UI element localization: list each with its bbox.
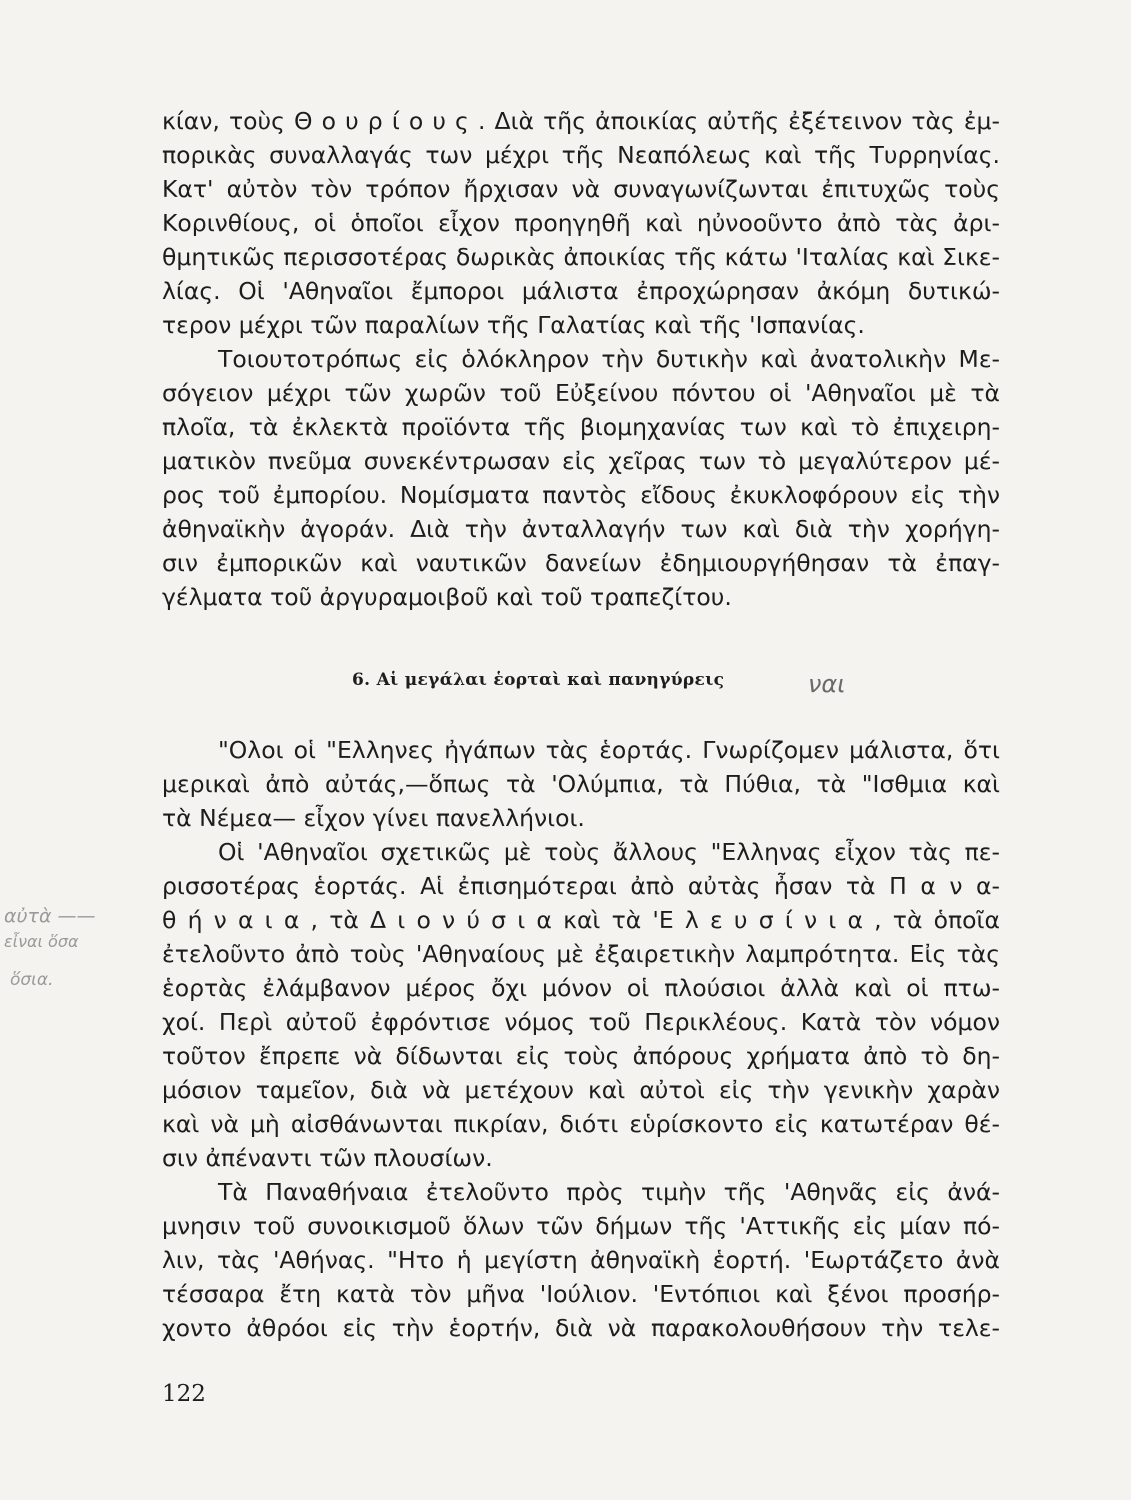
text-line: ἀθηναϊκὴν ἀγοράν. Διὰ τὴν ἀνταλλαγήν των καὶ διὰ τὴν χορήγη- [162, 515, 1000, 543]
text-line: λίας. Οἱ 'Αθηναῖοι ἔμποροι μάλιστα ἐπροχώρησαν ἀκόμη δυτικώ- [162, 277, 1000, 305]
text-line: Οἱ 'Αθηναῖοι σχετικῶς μὲ τοὺς ἄλλους "Ελληνας εἶχον τὰς πε- [218, 838, 1000, 866]
text-line: ἐτελοῦντο ἀπὸ τοὺς 'Αθηναίους μὲ ἐξαιρετικὴν λαμπρότητα. Εἰς τὰς [162, 940, 1000, 968]
text-line: τοῦτον ἔπρεπε νὰ δίδωνται εἰς τοὺς ἀπόρους χρήματα ἀπὸ τὸ δη- [162, 1042, 1000, 1070]
paragraph-bottom [162, 733, 1000, 1345]
text-line: ματικὸν πνεῦμα συνεκέντρωσαν εἰς χεῖρας των τὸ μεγαλύτερον μέ- [162, 447, 1000, 475]
text-line: τέσσαρα ἔτη κατὰ τὸν μῆνα 'Ιούλιον. 'Εντόπιοι καὶ ξένοι προσήρ- [162, 1280, 1000, 1308]
text-line: μόσιον ταμεῖον, διὰ νὰ μετέχουν καὶ αὐτοὶ εἰς τὴν γενικὴν χαρὰν [162, 1076, 1000, 1104]
text-line: σιν ἀπέναντι τῶν πλουσίων. [162, 1144, 493, 1172]
text-line: Κορινθίους, οἱ ὁποῖοι εἶχον προηγηθῆ καὶ ηὐνοοῦντο ἀπὸ τὰς ἀρι- [162, 209, 1000, 237]
text-line: τὰ Νέμεα— εἶχον γίνει πανελλήνιοι. [162, 804, 585, 832]
text-line: κίαν, τοὺς Θ ο υ ρ ί ο υ ς . Διὰ τῆς ἀποικίας αὐτῆς ἐξέτεινον τὰς ἐμ- [162, 107, 1000, 135]
text-line: Κατ' αὐτὸν τὸν τρόπον ἤρχισαν νὰ συναγωνίζωνται ἐπιτυχῶς τοὺς [162, 175, 1000, 203]
text-line: Τὰ Παναθήναια ἐτελοῦντο πρὸς τιμὴν τῆς 'Αθηνᾶς εἰς ἀνά- [218, 1178, 1000, 1206]
text-line: θ ή ν α ι α , τὰ Δ ι ο ν ύ σ ι α καὶ τὰ 'Ε λ ε υ σ ί ν ι α , τὰ ὁποῖα [162, 906, 1000, 934]
text-line: ρισσοτέρας ἑορτάς. Αἱ ἐπισημότεραι ἀπὸ αὐτὰς ἦσαν τὰ Π α ν α- [162, 872, 1000, 900]
text-line: Τοιουτοτρόπως εἰς ὁλόκληρον τὴν δυτικὴν καὶ ἀνατολικὴν Με- [218, 345, 1000, 373]
text-line: χοί. Περὶ αὐτοῦ ἐφρόντισε νόμος τοῦ Περικλέους. Κατὰ τὸν νόμον [162, 1008, 1000, 1036]
text-line: θμητικῶς περισσοτέρας δωρικὰς ἀποικίας τῆς κάτω 'Ιταλίας καὶ Σικε- [162, 243, 1000, 271]
text-line: καὶ νὰ μὴ αἰσθάνωνται πικρίαν, διότι εὑρίσκοντο εἰς κατωτέραν θέ- [162, 1110, 1000, 1138]
margin-note: αὐτὰ —— [4, 905, 96, 927]
text-line: σόγειον μέχρι τῶν χωρῶν τοῦ Εὐξείνου πόντου οἱ 'Αθηναῖοι μὲ τὰ [162, 379, 1000, 407]
text-line: "Ολοι οἱ "Ελληνες ἠγάπων τὰς ἑορτάς. Γνωρίζομεν μάλιστα, ὅτι [218, 736, 1000, 764]
text-line: χοντο ἀθρόοι εἰς τὴν ἑορτήν, διὰ νὰ παρακολουθήσουν τὴν τελε- [162, 1314, 1000, 1342]
text-line: μνησιν τοῦ συνοικισμοῦ ὅλων τῶν δήμων τῆς 'Αττικῆς εἰς μίαν πό- [162, 1212, 1000, 1240]
paragraph-top [162, 104, 1000, 614]
text-line: πλοῖα, τὰ ἐκλεκτὰ προϊόντα τῆς βιομηχανίας των καὶ τὸ ἐπιχειρη- [162, 413, 1000, 441]
page-number: 122 [162, 1381, 206, 1407]
text-line: τερον μέχρι τῶν παραλίων τῆς Γαλατίας καὶ τῆς 'Ισπανίας. [162, 311, 865, 339]
margin-note: εἶναι ὅσα [4, 932, 79, 951]
text-line: πορικὰς συναλλαγάς των μέχρι τῆς Νεαπόλεως καὶ τῆς Τυρρηνίας. [162, 141, 1000, 169]
section-heading: 6. Αἱ μεγάλαι ἑορταὶ καὶ πανηγύρεις [352, 670, 725, 690]
text-line: λιν, τὰς 'Αθήνας. "Ητο ἡ μεγίστη ἀθηναϊκὴ ἑορτή. 'Εωρτάζετο ἀνὰ [162, 1246, 1000, 1274]
margin-note: ὅσια. [10, 970, 54, 990]
text-line: σιν ἐμπορικῶν καὶ ναυτικῶν δανείων ἐδημιουργήθησαν τὰ ἐπαγ- [162, 549, 1000, 577]
handwritten-heading-note: ναι [808, 670, 846, 698]
text-line: μερικαὶ ἀπὸ αὐτάς,—ὅπως τὰ 'Ολύμπια, τὰ Πύθια, τὰ "Ισθμια καὶ [162, 770, 1000, 798]
text-line: ἑορτὰς ἐλάμβανον μέρος ὄχι μόνον οἱ πλούσιοι ἀλλὰ καὶ οἱ πτω- [162, 974, 1000, 1002]
text-line: γέλματα τοῦ ἀργυραμοιβοῦ καὶ τοῦ τραπεζίτου. [162, 583, 732, 611]
text-line: ρος τοῦ ἐμπορίου. Νομίσματα παντὸς εἴδους ἐκυκλοφόρουν εἰς τὴν [162, 481, 1000, 509]
